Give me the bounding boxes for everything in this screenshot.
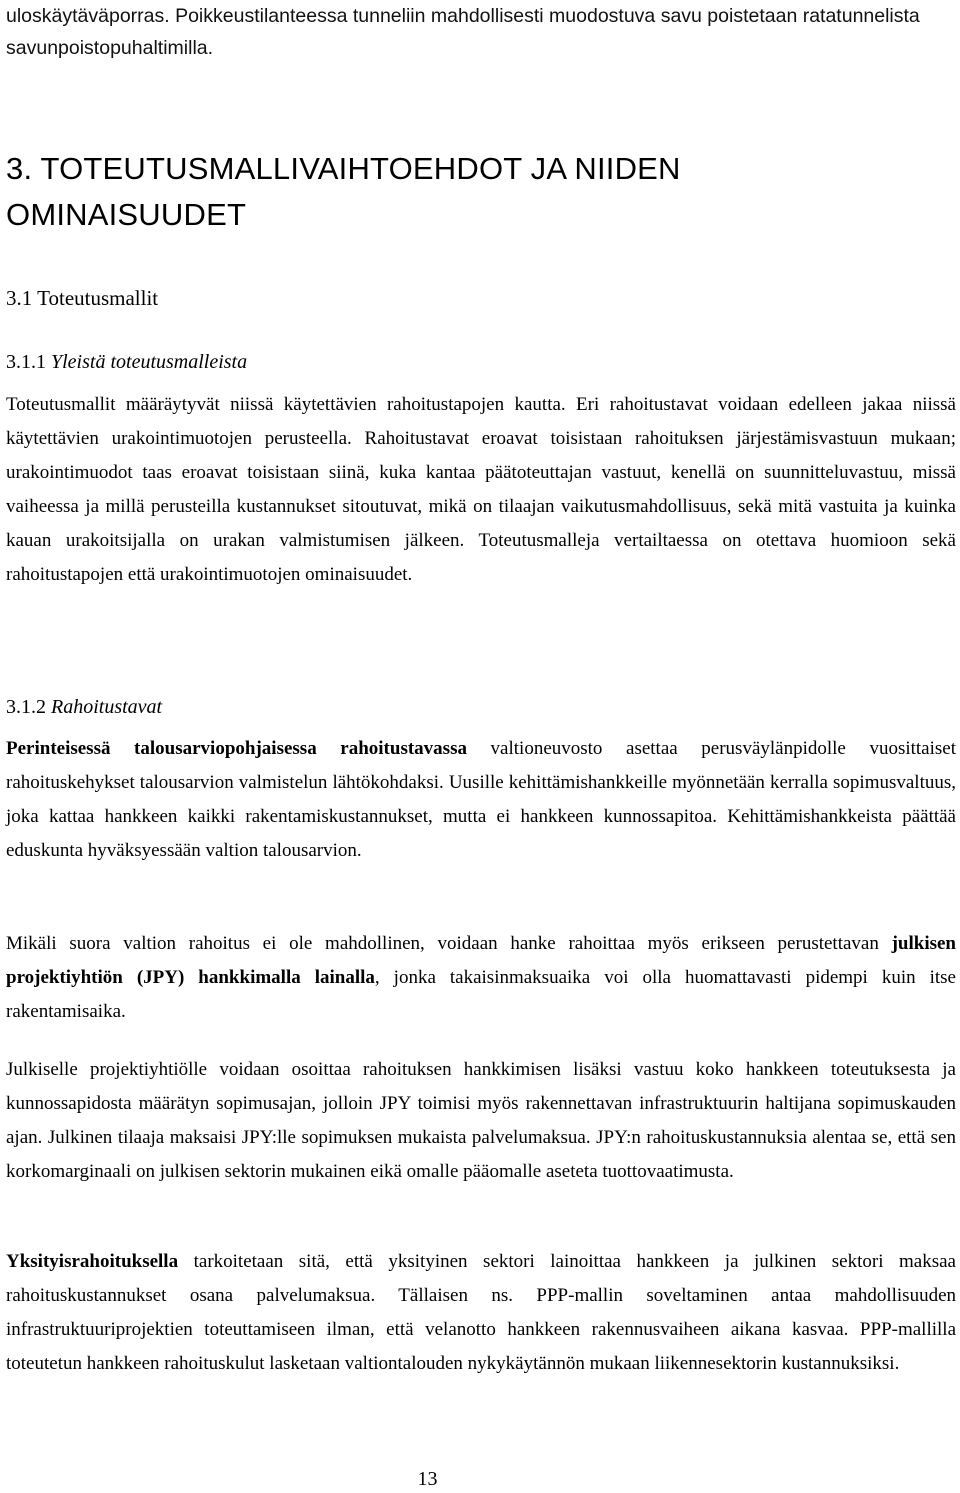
paragraph-text: Toteutusmallit määräytyvät niissä käytettävien rahoitustapojen kautta. Eri rahoitustavat voidaan edelleen jakaa niissä käytettävien urakointimuotojen perusteella. Rahoitustavat eroavat toisistaan rahoituksen järjestämisvastuun mukaan; urakointimuodot taas eroavat toisistaan siinä, kuka kantaa päätoteuttajan vastuut, kenellä on suunnitteluvastuu, missä vaiheessa ja millä perusteilla kustannukset sitoutuvat, mikä on tilaajan vaikutusmahdollisuus, sekä mitä vastuita ja kuinka kauan urakoitsijalla on urakan valmistumisen jälkeen. Toteutusmalleja vertailtaessa on otettava huomioon sekä rahoitustapojen että urakointimuotojen ominaisuudet. (6, 394, 956, 585)
subsection-number: 3.1.1 (6, 351, 46, 373)
paragraph-text: Julkiselle projektiyhtiölle voidaan osoittaa rahoituksen hankkimisen lisäksi vastuu koko hankkeen toteutuksesta ja kunnossapidosta määrätyn sopimusajan, jolloin JPY toimisi myös rakennettavan infrastruktuurin haltijana sopimuskauden ajan. Julkinen tilaaja maksaisi JPY:lle sopimuksen mukaista palvelumaksua. JPY:n rahoituskustannuksia alentaa se, että sen korkomarginaali on julkisen sektorin mukainen eikä omalle pääomalle aseteta tuottovaatimusta. (6, 1059, 956, 1182)
page-number: 13 (417, 1468, 438, 1490)
intro-text: uloskäytäväporras. Poikkeustilanteessa tunneliin mahdollisesti muodostuva savu poistetaan ratatunnelista savunpoistopuhaltimilla. (6, 5, 920, 59)
section-title: Toteutusmallit (37, 286, 159, 310)
subsection-title: Rahoitustavat (51, 696, 163, 718)
bold-term: Yksityisrahoituksella (6, 1251, 179, 1272)
bold-term: Perinteisessä talousarviopohjaisessa rahoitustavassa (6, 738, 467, 759)
intro-paragraph (6, 0, 956, 64)
chapter-heading-line-1: 3. TOTEUTUSMALLIVAIHTOEHDOT JA NIIDEN (6, 151, 681, 186)
subsection-title: Yleistä toteutusmalleista (51, 351, 248, 373)
bold-term: julkisen projektiyhtiön (JPY) hankkimalla lainalla (6, 933, 956, 988)
paragraph-talousarvio (6, 732, 956, 868)
section-heading-3-1 (6, 283, 158, 313)
paragraph-toteutusmallit (6, 388, 956, 592)
paragraph-yksityisrahoitus (6, 1245, 956, 1381)
subsection-heading-3-1-2 (6, 692, 162, 722)
chapter-heading (6, 146, 681, 238)
chapter-heading-line-2: OMINAISUUDET (6, 197, 247, 232)
paragraph-text: tarkoitetaan sitä, että yksityinen sektori lainoittaa hankkeen ja julkinen sektori maksaa rahoituskustannukset osana palvelumaksua. Tällaisen ns. PPP-mallin soveltaminen antaa mahdollisuuden infrastruktuuriprojektien toteuttamiseen ilman, että velanotto hankkeen rakennusvaiheen aikana kasvaa. PPP-mallilla toteutetun hankkeen rahoituskulut lasketaan valtiontalouden nykykäytännön mukaan liikennesektorin kustannuksiksi. (6, 1251, 956, 1374)
subsection-heading-3-1-1 (6, 347, 247, 377)
paragraph-text: valtioneuvosto asettaa perusväylänpidolle vuosittaiset rahoituskehykset talousarvion valmistelun lähtökohdaksi. Uusille kehittämishankkeille myönnetään kerralla sopimusvaltuus, joka kattaa hankkeen kaikki rakentamiskustannukset, mutta ei hankkeen kunnossapitoa. Kehittämishankkeista päättää eduskunta hyväksyessään valtion talousarvion. (6, 738, 956, 861)
section-number: 3.1 (6, 286, 33, 310)
paragraph-jpy-laina (6, 927, 956, 1029)
subsection-number: 3.1.2 (6, 696, 46, 718)
paragraph-text: Mikäli suora valtion rahoitus ei ole mahdollinen, voidaan hanke rahoittaa myös erikseen perustettavan (6, 933, 892, 954)
paragraph-jpy-vastuu (6, 1053, 956, 1189)
paragraph-text: , jonka takaisinmaksuaika voi olla huomattavasti pidempi kuin itse rakentamisaika. (6, 967, 956, 1022)
